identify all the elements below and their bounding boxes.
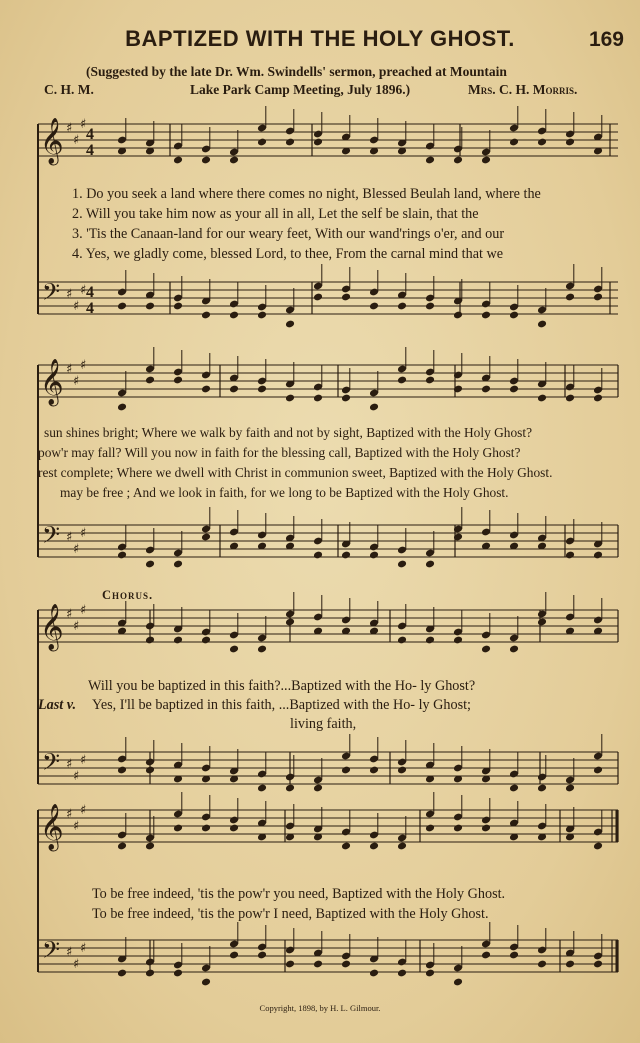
final-line-1: To be free indeed, 'tis the pow'r you need, Baptized with the Holy Ghost. <box>92 886 506 902</box>
bass-note <box>173 560 183 569</box>
chorus-line-2: Yes, I'll be baptized in this faith, ...Baptized with the Ho- ly Ghost; <box>92 697 472 713</box>
treble-note <box>201 385 211 394</box>
treble-note <box>397 842 407 851</box>
treble-note <box>257 645 267 654</box>
treble-note <box>369 403 379 412</box>
bass-note <box>285 784 295 793</box>
treble-note <box>425 636 435 645</box>
sharp-sign: ♯ <box>73 957 80 972</box>
last-verse-label: Last v. <box>38 697 77 713</box>
treble-note <box>369 842 379 851</box>
sharp-sign: ♯ <box>66 121 73 136</box>
bass-note <box>173 969 183 978</box>
chorus-system-treble-staff <box>38 610 618 642</box>
system-1-bass-staff <box>38 282 618 314</box>
treble-note <box>257 138 267 147</box>
treble-note <box>509 138 519 147</box>
bass-note <box>425 302 435 311</box>
sharp-sign: ♯ <box>80 753 87 768</box>
bass-note <box>397 766 407 775</box>
treble-note <box>481 156 491 165</box>
treble-note <box>425 376 435 385</box>
sharp-sign: ♯ <box>66 945 73 960</box>
bass-note <box>117 766 127 775</box>
bass-note <box>593 551 603 560</box>
treble-note <box>173 824 183 833</box>
bass-note <box>257 951 267 960</box>
treble-note <box>229 824 239 833</box>
treble-note <box>173 636 183 645</box>
chorus-line-3: living faith, <box>290 716 357 732</box>
bass-note <box>593 960 603 969</box>
treble-clef: 𝄞 <box>40 118 64 164</box>
treble-note <box>341 394 351 403</box>
sharp-sign: ♯ <box>73 374 80 389</box>
bass-note <box>285 960 295 969</box>
bass-note <box>593 766 603 775</box>
chorus-label: Chorus. <box>102 588 154 602</box>
final-system-bass-staff <box>38 940 618 972</box>
treble-clef: 𝄞 <box>40 359 64 405</box>
bass-note <box>565 551 575 560</box>
lyric-verse-3: 3. 'Tis the Canaan-land for our weary feet, With our wand'rings o'er, and our <box>72 226 505 242</box>
sharp-sign: ♯ <box>80 283 87 298</box>
bass-clef: 𝄢 <box>42 748 61 781</box>
author-credit: Mrs. C. H. Morris. <box>468 82 578 97</box>
sharp-sign: ♯ <box>80 117 87 132</box>
lyric-verse-2-cont: pow'r may fall? Will you now in faith for the blessing call, Baptized with the Holy Ghost? <box>38 445 521 460</box>
bass-note <box>565 960 575 969</box>
treble-note <box>229 156 239 165</box>
bass-note <box>565 293 575 302</box>
sharp-sign: ♯ <box>73 542 80 557</box>
treble-note <box>397 636 407 645</box>
meter-label: C. H. M. <box>44 82 94 97</box>
bass-note <box>313 784 323 793</box>
bass-clef: 𝄢 <box>42 521 61 554</box>
bass-note <box>397 560 407 569</box>
treble-note <box>537 394 547 403</box>
bass-note <box>369 766 379 775</box>
sharp-sign: ♯ <box>80 358 87 373</box>
bass-note <box>537 320 547 329</box>
bass-note <box>145 766 155 775</box>
final-line-2: To be free indeed, 'tis the pow'r I need, Baptized with the Holy Ghost. <box>92 906 489 922</box>
lyric-verse-1: 1. Do you seek a land where there comes no night, Blessed Beulah land, where the <box>72 186 541 202</box>
final-system-treble-staff <box>38 810 618 842</box>
time-signature: 4 <box>86 284 94 301</box>
hymn-title: BAPTIZED WITH THE HOLY GHOST. <box>125 26 515 51</box>
bass-note <box>173 302 183 311</box>
bass-note <box>257 311 267 320</box>
sharp-sign: ♯ <box>80 941 87 956</box>
bass-note <box>201 311 211 320</box>
treble-note <box>537 138 547 147</box>
bass-note <box>425 969 435 978</box>
chorus-line-1: Will you be baptized in this faith?...Baptized with the Ho- ly Ghost? <box>88 678 476 694</box>
time-signature: 4 <box>86 126 94 143</box>
bass-note <box>145 560 155 569</box>
treble-note <box>397 376 407 385</box>
bass-note <box>117 551 127 560</box>
bass-note <box>369 969 379 978</box>
bass-note <box>341 960 351 969</box>
treble-note <box>481 645 491 654</box>
treble-note <box>593 842 603 851</box>
bass-note <box>201 978 211 987</box>
bass-note <box>341 293 351 302</box>
treble-note <box>173 376 183 385</box>
lyric-verse-4: 4. Yes, we gladly come, blessed Lord, to thee, From the carnal mind that we <box>72 246 504 262</box>
treble-note <box>453 636 463 645</box>
sharp-sign: ♯ <box>66 607 73 622</box>
treble-note <box>509 645 519 654</box>
treble-note <box>201 156 211 165</box>
treble-note <box>565 394 575 403</box>
treble-note <box>341 842 351 851</box>
sharp-sign: ♯ <box>80 526 87 541</box>
sharp-sign: ♯ <box>66 530 73 545</box>
bass-note <box>537 784 547 793</box>
copyright-notice: Copyright, 1898, by H. L. Gilmour. <box>259 1003 381 1013</box>
treble-note <box>117 842 127 851</box>
bass-note <box>117 302 127 311</box>
bass-note <box>397 302 407 311</box>
treble-note <box>537 618 547 627</box>
bass-note <box>313 293 323 302</box>
lyric-verse-3-cont: rest complete; Where we dwell with Christ in communion sweet, Baptized with the Holy Ghost. <box>38 465 553 480</box>
time-signature: 4 <box>86 142 94 159</box>
lyric-verse-2: 2. Will you take him now as your all in all, Let the self be slain, that the <box>72 206 479 222</box>
bass-note <box>481 951 491 960</box>
treble-note <box>313 138 323 147</box>
bass-note <box>565 784 575 793</box>
bass-note <box>285 320 295 329</box>
sharp-sign: ♯ <box>73 619 80 634</box>
sharp-sign: ♯ <box>73 769 80 784</box>
sharp-sign: ♯ <box>73 133 80 148</box>
bass-note <box>229 311 239 320</box>
bass-note <box>145 302 155 311</box>
treble-note <box>257 385 267 394</box>
treble-note <box>145 636 155 645</box>
bass-note <box>117 969 127 978</box>
bass-note <box>145 969 155 978</box>
sharp-sign: ♯ <box>80 603 87 618</box>
treble-note <box>201 636 211 645</box>
sharp-sign: ♯ <box>73 819 80 834</box>
treble-note <box>285 618 295 627</box>
treble-note <box>453 156 463 165</box>
treble-note <box>593 394 603 403</box>
bass-note <box>369 302 379 311</box>
bass-note <box>341 551 351 560</box>
bass-note <box>229 951 239 960</box>
treble-note <box>425 824 435 833</box>
bass-note <box>481 311 491 320</box>
bass-note <box>509 951 519 960</box>
treble-clef: 𝄞 <box>40 804 64 850</box>
sharp-sign: ♯ <box>73 299 80 314</box>
treble-note <box>285 138 295 147</box>
treble-note <box>481 385 491 394</box>
bass-note <box>509 784 519 793</box>
treble-note <box>285 394 295 403</box>
bass-clef: 𝄢 <box>42 936 61 969</box>
treble-note <box>453 824 463 833</box>
lyric-verse-1-cont: sun shines bright; Where we walk by faith and not by sight, Baptized with the Holy Ghost? <box>44 425 533 440</box>
treble-note <box>481 824 491 833</box>
sharp-sign: ♯ <box>66 807 73 822</box>
treble-clef: 𝄞 <box>40 604 64 650</box>
bass-note <box>425 560 435 569</box>
lyric-verse-4-cont: may be free ; And we look in faith, for we long to be Baptized with the Holy Ghost. <box>60 485 509 500</box>
sharp-sign: ♯ <box>66 287 73 302</box>
treble-note <box>201 824 211 833</box>
treble-note <box>313 394 323 403</box>
bass-note <box>453 978 463 987</box>
bass-note <box>341 766 351 775</box>
bass-note <box>369 551 379 560</box>
treble-note <box>229 645 239 654</box>
sharp-sign: ♯ <box>80 803 87 818</box>
bass-note <box>257 784 267 793</box>
credit-line-1: (Suggested by the late Dr. Wm. Swindells' sermon, preached at Mountain <box>86 64 507 79</box>
treble-note <box>117 403 127 412</box>
bass-clef: 𝄢 <box>42 278 61 311</box>
treble-note <box>229 385 239 394</box>
treble-note <box>425 156 435 165</box>
treble-note <box>145 376 155 385</box>
treble-note <box>509 385 519 394</box>
bass-note <box>313 960 323 969</box>
bass-note <box>397 969 407 978</box>
page-number: 169 <box>588 28 624 51</box>
bass-note <box>509 311 519 320</box>
treble-note <box>145 842 155 851</box>
time-signature: 4 <box>86 300 94 317</box>
bass-note <box>313 551 323 560</box>
bass-note <box>453 311 463 320</box>
bass-note <box>593 293 603 302</box>
bass-note <box>537 960 547 969</box>
sharp-sign: ♯ <box>66 757 73 772</box>
treble-note <box>173 156 183 165</box>
treble-note <box>565 138 575 147</box>
bass-note <box>201 533 211 542</box>
sharp-sign: ♯ <box>66 362 73 377</box>
system-2-bass-staff <box>38 525 618 557</box>
credit-line-2: Lake Park Camp Meeting, July 1896.) <box>190 82 411 97</box>
